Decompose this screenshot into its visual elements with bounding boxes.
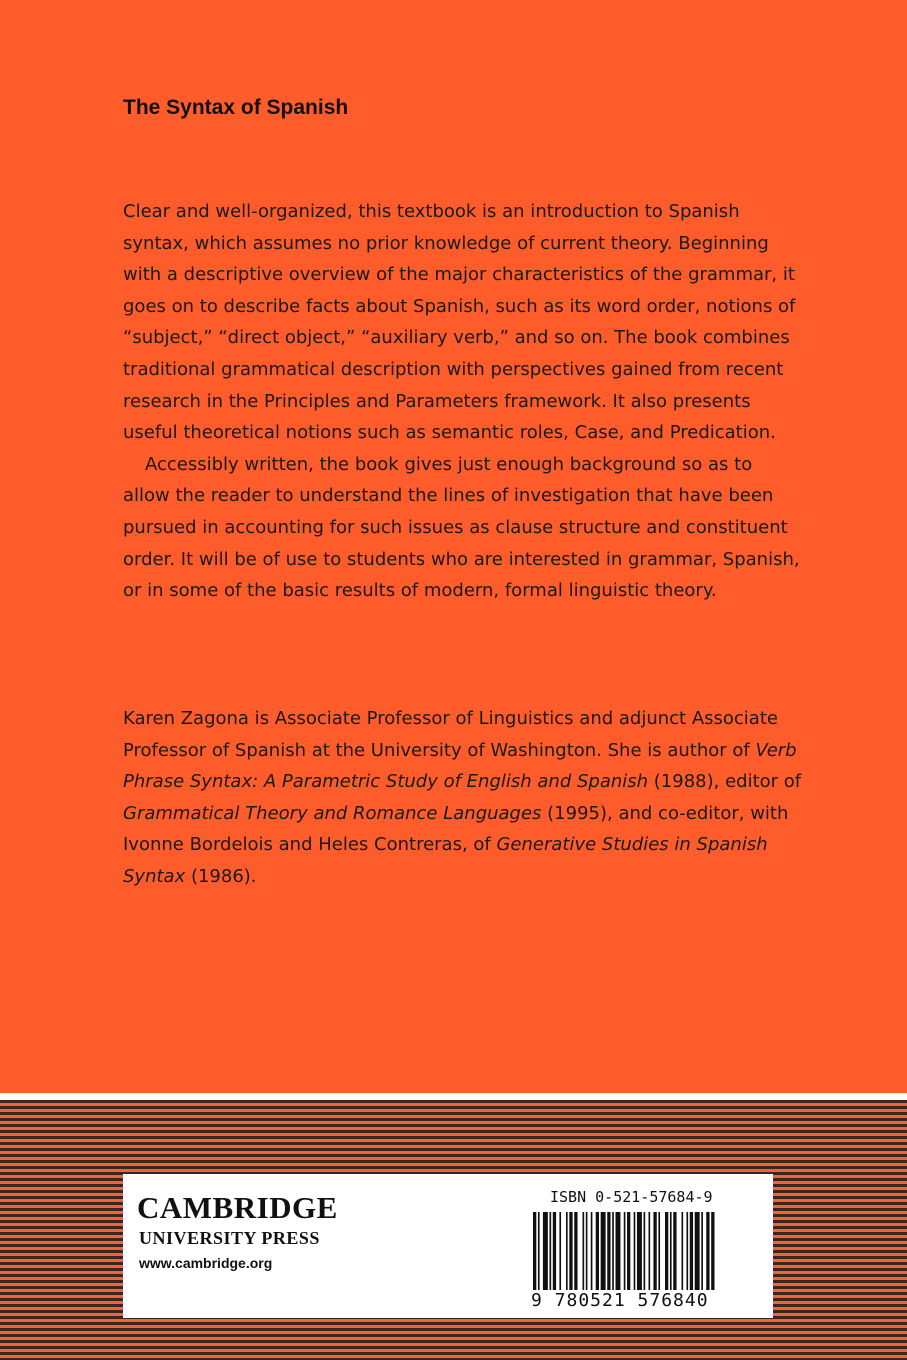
bio-work-title-2: Grammatical Theory and Romance Languages	[123, 802, 542, 824]
barcode-digits: 9 780521 576840	[531, 1290, 709, 1311]
bio-text-part-4: (1986).	[185, 865, 257, 887]
bio-text-part-1: Karen Zagona is Associate Professor of Linguistics and adjunct Associate Professor of Spanish at the University of Washington. She is author of	[123, 708, 778, 761]
bio-text-part-3: (1995), and co-editor, with Ivonne Bordelois and Heles Contreras, of	[123, 802, 789, 856]
blurb-paragraph-1: Clear and well-organized, this textbook is an introduction to Spanish syntax, which assumes no prior knowledge of current theory. Beginning with a descriptive overview of the major characteristics of the grammar, it goes on to describe facts about Spanish, such as its word order, notions of “subject,” “direct object,” “auxiliary verb,” and so on. The book combines traditional grammatical description with perspectives gained from recent research in the Principles and Parameters framework. It also presents useful theoretical notions such as semantic roles, Case, and Predication.	[123, 201, 796, 444]
white-divider	[0, 1093, 907, 1100]
publisher-name: CAMBRIDGE	[137, 1190, 338, 1225]
bio-work-title-1: Verb Phrase Syntax: A Parametric Study of English and Spanish	[123, 739, 797, 793]
publisher-subtitle: UNIVERSITY PRESS	[139, 1228, 320, 1248]
publisher-url: www.cambridge.org	[139, 1255, 273, 1271]
barcode-icon	[531, 1212, 767, 1290]
isbn-label: ISBN 0-521-57684-9	[550, 1188, 713, 1206]
blurb-paragraph-2: Accessibly written, the book gives just enough background so as to allow the reader to understand the lines of investigation that have been pursued in accounting for such issues as clause structure and constituent order. It will be of use to students who are interested in grammar, Spanish, or in some of the basic results of modern, formal linguistic theory.	[123, 453, 800, 602]
author-bio-text	[123, 703, 803, 893]
blurb	[123, 196, 803, 607]
bio-work-title-3: Generative Studies in Spanish Syntax	[123, 834, 768, 887]
author-bio	[123, 703, 803, 893]
bio-text-part-2: (1988), editor of	[648, 771, 802, 793]
book-title: The Syntax of Spanish	[123, 96, 349, 119]
publisher-panel	[123, 1174, 773, 1318]
